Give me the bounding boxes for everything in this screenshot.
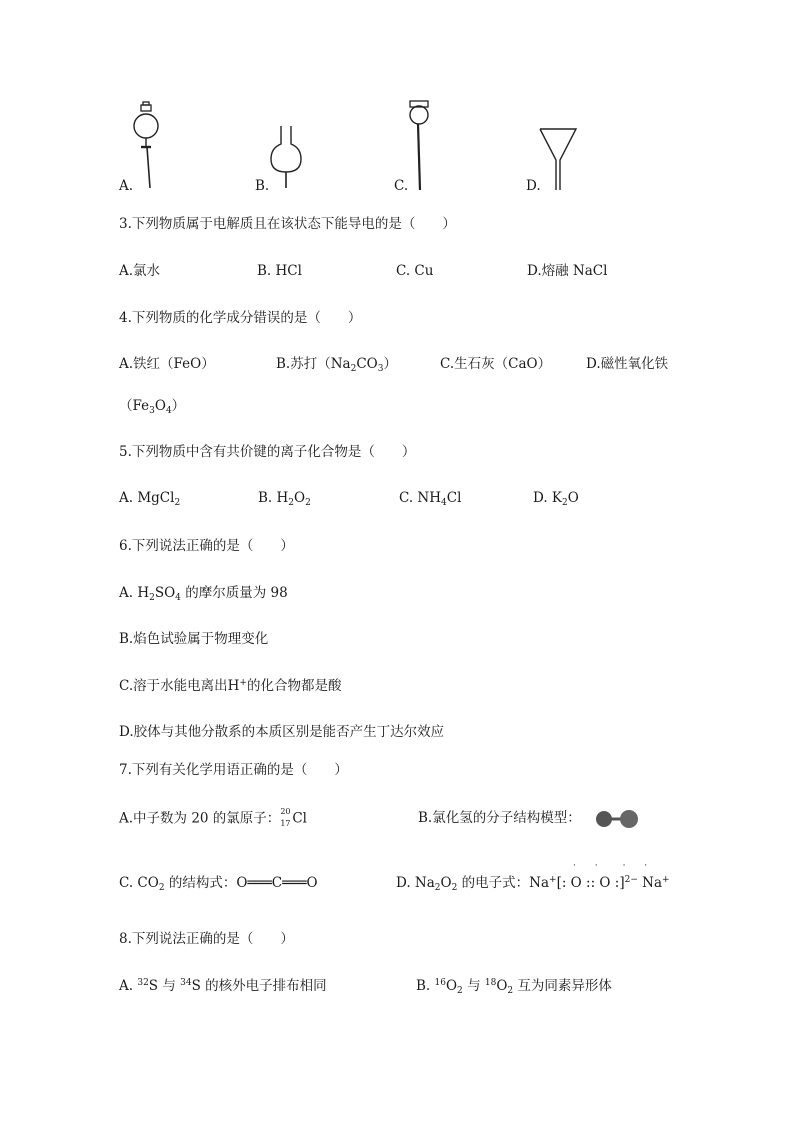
volumetric-flask-icon — [266, 124, 306, 192]
q4-option-a: A.铁红（FeO） — [119, 356, 215, 372]
isotope-notation: 20 17 — [280, 807, 291, 828]
q5-option-b: B. $H_2O_2$ — [258, 490, 311, 508]
q5-option-a: A. MgCl$_2$ — [119, 490, 181, 508]
option-label-d: D. — [526, 178, 541, 194]
q3-option-c: C. Cu — [396, 263, 434, 279]
option-label-a: A. — [119, 178, 134, 194]
q6-option-d: D.胶体与其他分散系的本质区别是能否产生丁达尔效应 — [119, 724, 445, 740]
q5-option-c: C. $NH_4Cl$ — [399, 490, 462, 508]
q4-stem: 4.下列物质的化学成分错误的是（ ） — [119, 310, 362, 326]
q5-option-d: D. $K_2O$ — [533, 490, 579, 508]
option-label-b: B. — [255, 178, 270, 194]
q7-option-b: B.氯化氢的分子结构模型： — [418, 810, 581, 826]
q8-option-a: A. $^{32}$S 与 $^{34}$S 的核外电子排布相同 — [119, 978, 327, 994]
q7-stem: 7.下列有关化学用语正确的是（ ） — [119, 762, 348, 778]
apparatus-d — [538, 126, 578, 194]
hcl-model-icon — [594, 808, 640, 834]
q6-option-a: A. $H_2SO_4$ 的摩尔质量为 98 — [119, 585, 288, 603]
q4-option-d-cont: $(Fe_3O_4)$ — [119, 398, 186, 416]
apparatus-b — [266, 124, 306, 192]
q3-option-d: D.熔融 NaCl — [527, 263, 608, 279]
q4-option-c: C.生石灰（CaO） — [440, 356, 552, 372]
q5-stem: 5.下列物质中含有共价键的离子化合物是（ ） — [119, 444, 416, 460]
q3-stem: 3.下列物质属于电解质且在该状态下能导电的是（ ） — [119, 216, 456, 232]
q3-option-b: B. HCl — [257, 263, 302, 279]
q3-option-a: A.氯水 — [119, 263, 161, 279]
q6-stem: 6.下列说法正确的是（ ） — [119, 538, 294, 554]
long-neck-funnel-icon — [404, 99, 436, 193]
funnel-icon — [538, 126, 578, 194]
q7-option-d: D. $Na_2O_2$ 的电子式：Na+[: O :: O :]$^{2-}$ Na+ — [396, 875, 670, 893]
q7-option-c: C. $CO_2$ 的结构式：O═══C═══O — [119, 875, 318, 893]
q4-option-b: B.苏打$(Na_2CO_3)$ — [276, 356, 397, 374]
q6-option-b: B.焰色试验属于物理变化 — [119, 631, 269, 647]
q8-option-b: B. $^{16}O_2$ 与 $^{18}O_2$ 互为同素异形体 — [416, 978, 612, 996]
q7-option-a: A.中子数为 20 的氯原子： 20 17 Cl — [119, 807, 307, 828]
apparatus-c — [404, 99, 436, 193]
q6-option-c: C.溶于水能电离出H+的化合物都是酸 — [119, 678, 342, 694]
q4-option-d: D.磁性氧化铁 — [586, 356, 669, 372]
option-label-c: C. — [394, 178, 409, 194]
q8-stem: 8.下列说法正确的是（ ） — [119, 931, 294, 947]
electron-formula: Na+[: O :: O :]$^{2-}$ Na+ — [529, 875, 670, 891]
electron-dots: · · · · — [573, 861, 656, 871]
